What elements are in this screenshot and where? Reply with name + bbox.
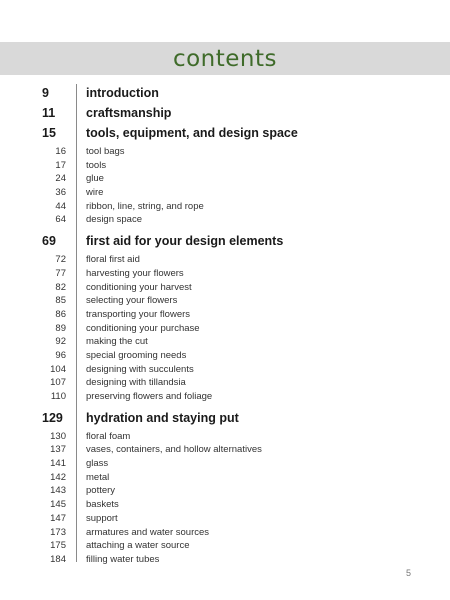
chapter-title: craftsmanship [86,106,172,120]
subentry-title: floral first aid [86,254,140,266]
toc-subentry[interactable] [0,160,450,174]
toc-subentry[interactable] [0,377,450,391]
chapter-title: hydration and staying put [86,410,239,425]
subentry-page-number: 24 [55,173,66,185]
subentry-page-number: 142 [50,471,66,483]
subentry-page-number: 107 [50,377,66,389]
toc-section [0,126,450,234]
subentry-title: transporting your flowers [86,308,191,320]
contents-banner [0,42,450,75]
toc-section [0,411,450,568]
toc-subentry[interactable] [0,554,450,568]
toc-subentry[interactable] [0,268,450,282]
toc-subentry[interactable] [0,173,450,187]
subentry-title: ribbon, line, string, and rope [86,200,204,212]
subentry-title: preserving flowers and foliage [86,391,213,402]
toc-subentry[interactable] [0,499,450,513]
subentry-page-number: 184 [50,553,66,565]
toc-section [0,234,450,411]
subentry-page-number: 175 [50,540,66,552]
subentry-title: attaching a water source [86,540,190,552]
subentry-page-number: 141 [50,458,66,470]
subentry-page-number: 137 [50,444,66,456]
chapter-title: tools, equipment, and design space [86,126,298,140]
chapter-page-number: 15 [42,126,56,140]
toc-subentry[interactable] [0,527,450,541]
subentry-title: harvesting your flowers [86,267,184,279]
subentry-page-number: 64 [55,214,66,226]
subentry-page-number: 145 [50,499,66,511]
subentry-page-number: 130 [50,430,66,442]
subentry-title: selecting your flowers [86,295,178,307]
toc-subentry[interactable] [0,323,450,337]
subentry-page-number: 89 [55,322,66,334]
subentry-page-number: 77 [55,267,66,279]
toc-chapter-entry[interactable] [0,411,450,431]
subentry-title: filling water tubes [86,553,160,565]
subentry-title: special grooming needs [86,349,187,361]
toc-subentry[interactable] [0,513,450,527]
subentry-title: conditioning your harvest [86,281,192,293]
subentry-page-number: 17 [55,159,66,171]
toc-subentry[interactable] [0,254,450,268]
toc-subentry[interactable] [0,295,450,309]
subentry-page-number: 44 [55,200,66,212]
subentry-title: pottery [86,485,116,497]
chapter-page-number: 9 [42,86,49,100]
toc-chapter-entry[interactable] [0,106,450,126]
subentry-title: glass [86,458,109,470]
subentry-page-number: 147 [50,512,66,524]
toc-chapter-entry[interactable] [0,126,450,146]
toc-subentry[interactable] [0,391,450,405]
chapter-title: introduction [86,86,159,100]
subentry-title: floral foam [86,430,131,442]
subentry-page-number: 104 [50,363,66,375]
subentry-title: tool bags [86,146,125,157]
toc-section [0,106,450,126]
page-title: contents [172,45,278,72]
toc-subentry[interactable] [0,336,450,350]
subentry-page-number: 96 [55,349,66,361]
chapter-page-number: 129 [42,410,63,425]
toc-subentry[interactable] [0,485,450,499]
subentry-page-number: 72 [55,254,66,266]
subentry-title: conditioning your purchase [86,322,200,334]
toc-subentry[interactable] [0,472,450,486]
subentry-title: support [86,512,118,524]
chapter-page-number: 69 [42,234,56,249]
toc-subentry[interactable] [0,309,450,323]
toc-subentry[interactable] [0,282,450,296]
subentry-page-number: 36 [55,187,66,199]
chapter-page-number: 11 [42,106,56,120]
subentry-title: designing with tillandsia [86,377,186,389]
subentry-page-number: 143 [50,485,66,497]
subentry-title: making the cut [86,336,148,348]
toc-subentry[interactable] [0,146,450,160]
toc-subentry[interactable] [0,458,450,472]
table-of-contents [0,86,450,568]
subentry-title: design space [86,214,142,226]
subentry-title: designing with succulents [86,363,194,375]
toc-subentry[interactable] [0,214,450,228]
subentry-title: baskets [86,499,119,511]
toc-subentry[interactable] [0,431,450,445]
subentry-page-number: 173 [50,526,66,538]
subentry-title: vases, containers, and hollow alternatives [86,444,262,456]
toc-subentry[interactable] [0,350,450,364]
subentry-page-number: 110 [50,391,66,402]
subentry-page-number: 16 [55,146,66,157]
toc-section [0,86,450,106]
subentry-title: metal [86,471,110,483]
subentry-page-number: 85 [55,295,66,307]
subentry-title: armatures and water sources [86,526,210,538]
toc-chapter-entry[interactable] [0,86,450,106]
toc-subentry[interactable] [0,364,450,378]
subentry-page-number: 92 [55,336,66,348]
page-number: 5 [406,568,412,578]
subentry-title: wire [86,187,104,199]
subentry-page-number: 86 [55,308,66,320]
toc-subentry[interactable] [0,201,450,215]
toc-chapter-entry[interactable] [0,234,450,254]
toc-subentry[interactable] [0,444,450,458]
subentry-title: tools [86,159,107,171]
chapter-title: first aid for your design elements [86,234,284,249]
toc-subentry[interactable] [0,187,450,201]
toc-subentry[interactable] [0,540,450,554]
subentry-title: glue [86,173,104,185]
subentry-page-number: 82 [55,281,66,293]
